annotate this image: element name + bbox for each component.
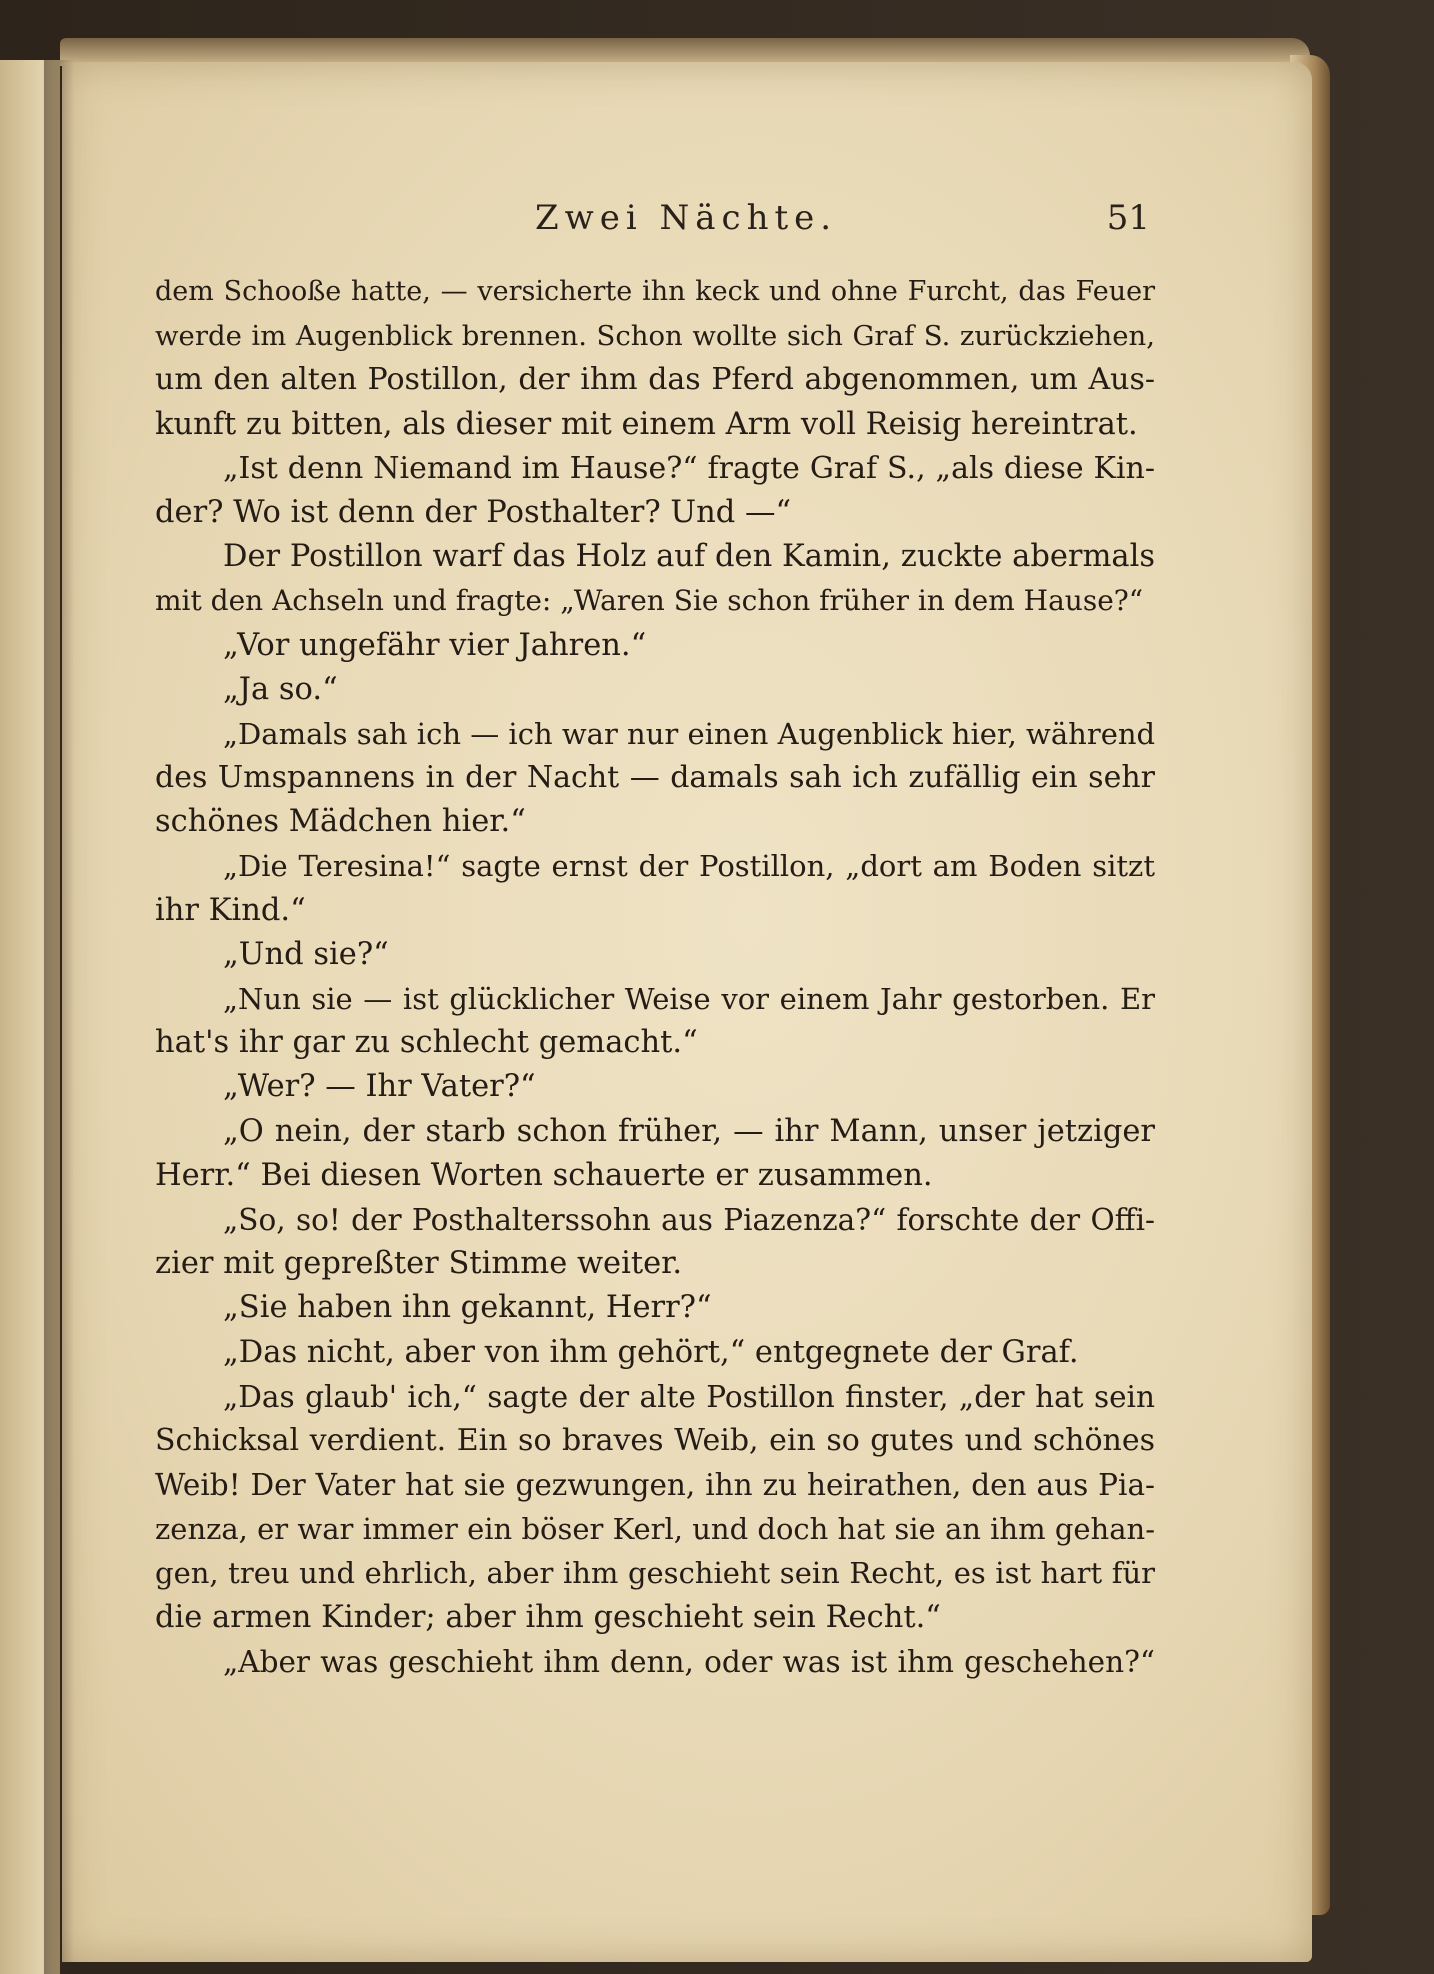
text-line: „Damals sah ich — ich war nur einen Augenblick hier, während — [223, 716, 1156, 751]
text-line: „Aber was geschieht ihm denn, oder was ist ihm geschehen?“ — [223, 1644, 1155, 1679]
page-number: 51 — [1106, 198, 1150, 238]
text-line: „Das nicht, aber von ihm gehört,“ entgegnete der Graf. — [223, 1334, 1079, 1370]
running-title: Zwei Nächte. — [535, 198, 838, 238]
text-line: „Die Teresina!“ sagte ernst der Postillon, „dort am Boden sitzt — [223, 849, 1155, 884]
body-text — [155, 270, 1155, 1684]
text-line: um den alten Postillon, der ihm das Pferd abgenommen, um Aus- — [155, 362, 1155, 398]
book-gutter — [44, 60, 74, 1974]
text-line: „Sie haben ihn gekannt, Herr?“ — [223, 1290, 712, 1326]
text-line: mit den Achseln und fragte: „Waren Sie schon früher in dem Hause?“ — [155, 584, 1144, 618]
text-line: gen, treu und ehrlich, aber ihm geschieht sein Recht, es ist hart für — [155, 1556, 1155, 1591]
text-line: hat's ihr gar zu schlecht gemacht.“ — [155, 1025, 698, 1061]
text-line: „Nun sie — ist glücklicher Weise vor einem Jahr gestorben. Er — [223, 982, 1155, 1016]
text-line: Schicksal verdient. Ein so braves Weib, ein so gutes und schönes — [155, 1422, 1155, 1458]
text-line: „Und sie?“ — [223, 936, 389, 972]
text-line: Herr.“ Bei diesen Worten schauerte er zusammen. — [155, 1157, 933, 1193]
text-line: zenza, er war immer ein böser Kerl, und doch hat sie an ihm gehan- — [155, 1512, 1155, 1547]
text-line: der? Wo ist denn der Posthalter? Und —“ — [155, 494, 792, 530]
text-line: dem Schooße hatte, — versicherte ihn keck und ohne Furcht, das Feuer — [155, 276, 1155, 307]
text-line: „Ist denn Niemand im Hause?“ fragte Graf S., „als diese Kin- — [223, 450, 1155, 486]
text-line: „Vor ungefähr vier Jahren.“ — [223, 627, 647, 663]
text-line: „O nein, der starb schon früher, — ihr Mann, unser jetziger — [223, 1113, 1155, 1149]
text-line: Weib! Der Vater hat sie gezwungen, ihn zu heirathen, den aus Pia- — [155, 1468, 1155, 1503]
text-line: kunft zu bitten, als dieser mit einem Arm voll Reisig hereintrat. — [155, 406, 1138, 442]
text-line: schönes Mädchen hier.“ — [155, 804, 526, 840]
text-line: „Das glaub' ich,“ sagte der alte Postillon finster, „der hat sein — [223, 1379, 1155, 1414]
text-line: „Wer? — Ihr Vater?“ — [223, 1069, 536, 1105]
text-line: des Umspannens in der Nacht — damals sah ich zufällig ein sehr — [155, 760, 1155, 796]
page-header — [150, 198, 1150, 242]
text-line: „Ja so.“ — [223, 671, 338, 707]
text-line: zier mit gepreßter Stimme weiter. — [155, 1246, 683, 1282]
text-line: werde im Augenblick brennen. Schon wollte sich Graf S. zurückziehen, — [155, 320, 1155, 353]
text-line: die armen Kinder; aber ihm geschieht sein Recht.“ — [155, 1599, 941, 1635]
text-line: Der Postillon warf das Holz auf den Kamin, zuckte abermals — [223, 539, 1155, 575]
text-line: „So, so! der Posthalterssohn aus Piazenza?“ forschte der Offi- — [223, 1202, 1155, 1237]
text-line: ihr Kind.“ — [155, 892, 306, 928]
